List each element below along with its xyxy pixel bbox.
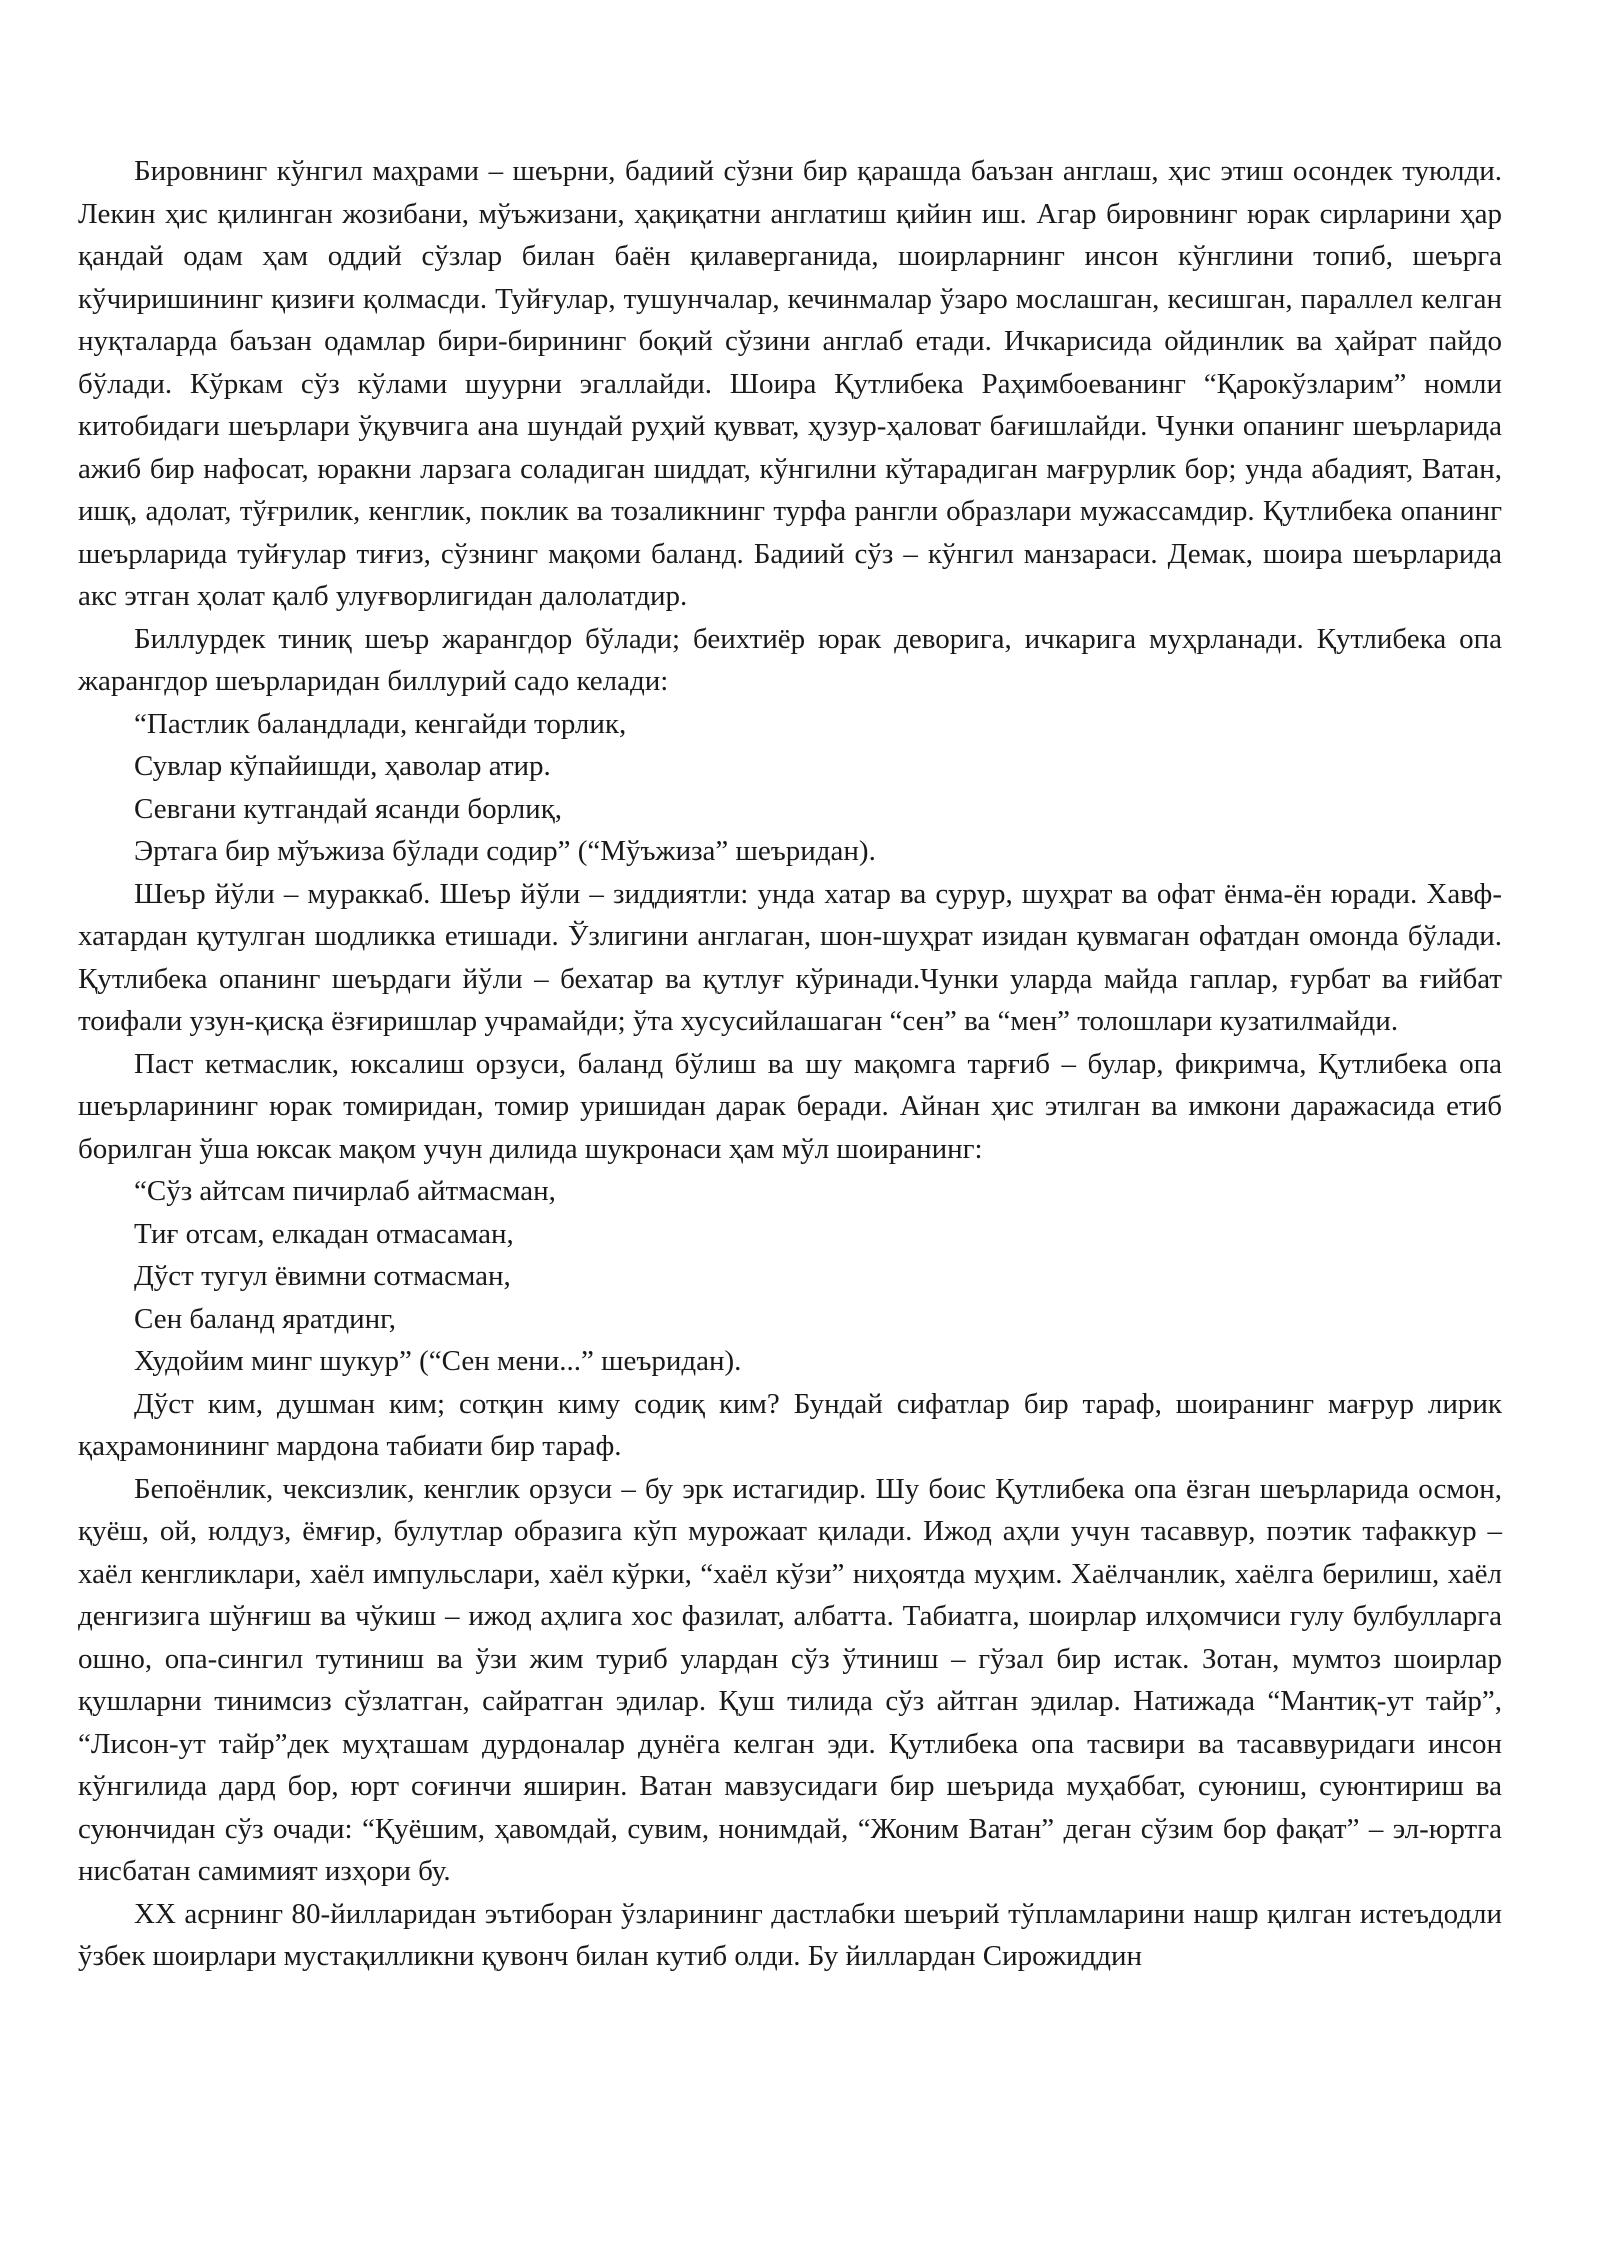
verse-line: Тиғ отсам, елкадан отмасаман, xyxy=(134,1217,514,1250)
paragraph: Биллурдек тиниқ шеър жарангдор бўлади; беихтиёр юрак деворига, ичкарига муҳрланади. Қутлибека опа жарангдор шеърларидан биллурий садо келади: xyxy=(78,622,1502,697)
paragraph: Дўст ким, душман ким; сотқин киму содиқ ким? Бундай сифатлар бир тараф, шоиранинг мағрур лирик қаҳрамонининг мардона табиати бир тараф. xyxy=(78,1387,1502,1462)
verse-line: Эртага бир мўъжиза бўлади содир” (“Мўъжиза” шеъридан). xyxy=(134,835,876,867)
verse-line: Дўст тугул ёвимни сотмасман, xyxy=(134,1260,511,1292)
paragraph: XX асрнинг 80-йилларидан эътиборан ўзларининг дастлабки шеърий тўпламларини нашр қилган истеъдодли ўзбек шоирлари мустақилликни қувонч билан кутиб олди. Бу йиллардан Сирожиддин xyxy=(78,1897,1502,1972)
paragraph: Шеър йўли – мураккаб. Шеър йўли – зиддиятли: унда хатар ва сурур, шуҳрат ва офат ёнма-ён юради. Хавф-хатардан қутулган шодликка етишади. Ўзлигини англаган, шон-шуҳрат изидан қувмаган офатдан омонда бўлади. Қутлибека опанинг шеърдаги йўли – бехатар ва қутлуғ кўринади.Чунки уларда майда гаплар, ғурбат ва ғийбат тоифали узун-қисқа ёзғиришлар учрамайди; ўта хусусийлашаган “сен” ва “мен” толошлари кузатилмайди. xyxy=(78,877,1502,1037)
paragraph: Бепоёнлик, чексизлик, кенглик орзуси – бу эрк истагидир. Шу боис Қутлибека опа ёзган шеърларида осмон, қуёш, ой, юлдуз, ёмғир, булутлар образига кўп мурожаат қилади. Ижод аҳли учун тасаввур, поэтик тафаккур – хаёл кенгликлари, хаёл импульслари, хаёл кўрки, “хаёл кўзи” ниҳоятда муҳим. Хаёлчанлик, хаёлга берилиш, хаёл денгизига шўнғиш ва чўкиш – ижод аҳлига хос фазилат, албатта. Табиатга, шоирлар илҳомчиси гулу булбулларга ошно, опа-сингил тутиниш ва ўзи жим туриб улардан сўз ўтиниш – гўзал бир истак. Зотан, мумтоз шоирлар қушларни тинимсиз сўзлатган, сайратган эдилар. Қуш тилида сўз айтган эдилар. Натижада “Мантиқ-ут тайр”, “Лисон-ут тайр”дек муҳташам дурдоналар дунёга келган эди. Қутлибека опа тасвири ва тасаввуридаги инсон кўнгилида дард бор, юрт соғинчи яширин. Ватан мавзусидаги бир шеърида муҳаббат, суюниш, суюнтириш ва суюнчидан сўз очади: “Қуёшим, ҳавомдай, сувим, нонимдай, “Жоним Ватан” деган сўзим бор фақат” – эл-юртга нисбатан самимият изҳори бу. xyxy=(78,1472,1502,1887)
paragraph: Паст кетмаслик, юксалиш орзуси, баланд бўлиш ва шу мақомга тарғиб – булар, фикримча, Қутлибека опа шеърларининг юрак томиридан, томир уришидан дарак беради. Айнан ҳис этилган ва имкони даражасида етиб борилган ўша юксак мақом учун дилида шукронаси ҳам мўл шоиранинг: xyxy=(78,1047,1502,1165)
verse-line: Севгани кутгандай ясанди борлиқ, xyxy=(134,792,563,825)
verse-line: Сен баланд яратдинг, xyxy=(134,1302,397,1335)
verse-line: “Сўз айтсам пичирлаб айтмасман, xyxy=(134,1175,556,1207)
paragraph: Бировнинг кўнгил маҳрами – шеърни, бадиий сўзни бир қарашда баъзан англаш, ҳис этиш осондек туюлди. Лекин ҳис қилинган жозибани, мўъжизани, ҳақиқатни англатиш қийин иш. Агар бировнинг юрак сирларини ҳар қандай одам ҳам оддий сўзлар билан баён қилаверганида, шоирларнинг инсон кўнглини топиб, шеърга кўчиришининг қизиғи қолмасди. Туйғулар, тушунчалар, кечинмалар ўзаро мослашган, кесишган, параллел келган нуқталарда баъзан одамлар бири-бирининг боқий сўзини англаб етади. Ичкарисида ойдинлик ва ҳайрат пайдо бўлади. Кўркам сўз кўлами шуурни эгаллайди. Шоира Қутлибека Раҳимбоеванинг “Қарокўзларим” номли китобидаги шеърлари ўқувчига ана шундай руҳий қувват, ҳузур-ҳаловат бағишлайди. Чунки опанинг шеърларида ажиб бир нафосат, юракни ларзага соладиган шиддат, кўнгилни кўтарадиган мағрурлик бор; унда абадият, Ватан, ишқ, адолат, тўғрилик, кенглик, поклик ва тозаликнинг турфа рангли образлари мужассамдир. Қутлибека опанинг шеърларида туйғулар тиғиз, сўзнинг мақоми баланд. Бадиий сўз – кўнгил манзараси. Демак, шоира шеърларида акс этган ҳолат қалб улуғворлигидан далолатдир. xyxy=(78,155,1502,612)
verse-line: Сувлар кўпайишди, ҳаволар атир. xyxy=(134,750,551,782)
verse-line: Худойим минг шукур” (“Сен мени...” шеъридан). xyxy=(134,1345,742,1377)
document-page xyxy=(78,150,1502,1978)
verse-line: “Пастлик баландлади, кенгайди торлик, xyxy=(134,707,627,740)
